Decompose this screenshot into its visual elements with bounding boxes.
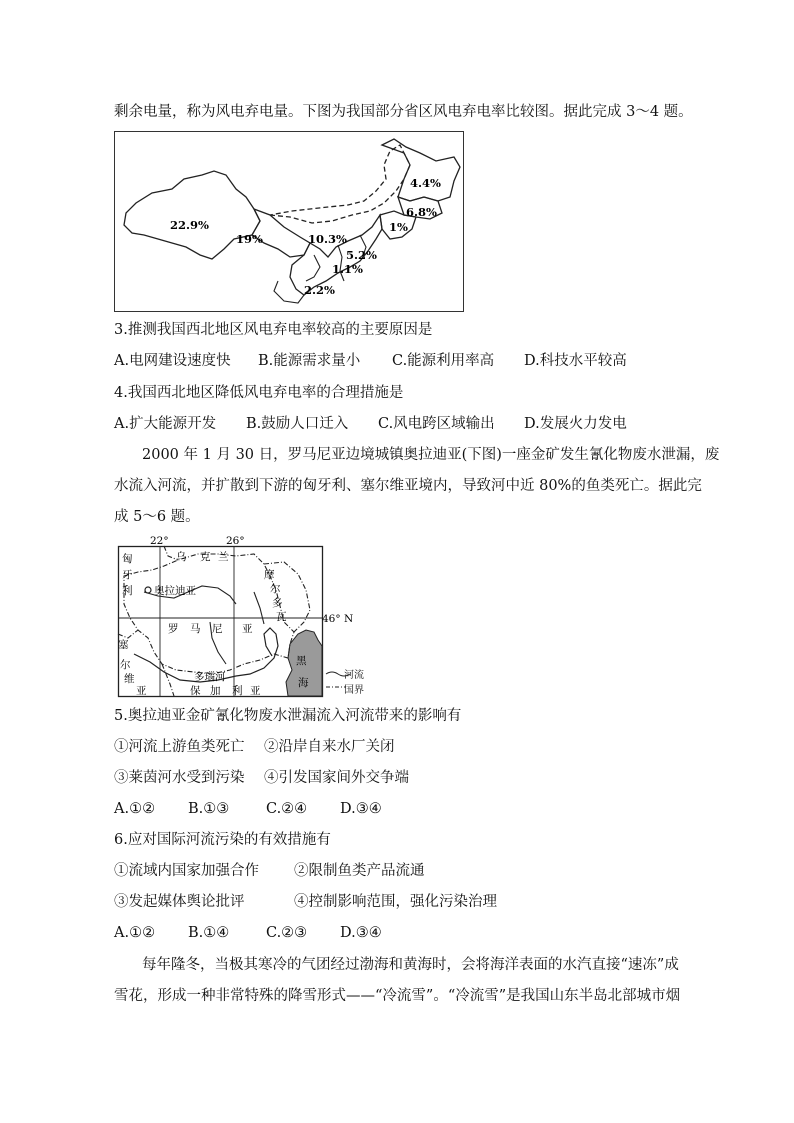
- hungary-label-3: 利: [122, 585, 133, 597]
- ukraine-label-1: 乌: [176, 551, 187, 563]
- hungary-label-2: 牙: [122, 569, 133, 581]
- passage3-line-2: 雪花，形成一种非常特殊的降雪形式——“冷流雪”。“冷流雪”是我国山东半岛北部城市烟: [114, 988, 681, 1004]
- lon-22-label: 22°: [150, 535, 169, 547]
- q5-options: [114, 799, 382, 819]
- q4-stem: 4.我国西北地区降低风电弃电率的合理措施是: [114, 385, 404, 401]
- q5-item-1: ①河流上游鱼类死亡: [114, 739, 245, 755]
- q6-item-2: ②限制鱼类产品流通: [294, 863, 425, 879]
- intro-line: 剩余电量，称为风电弃电量。下图为我国部分省区风电弃电率比较图。据此完成 3～4 题。: [114, 104, 693, 120]
- q5-option-a[interactable]: A.①②: [114, 801, 156, 817]
- map-label-heilongjiang: 4.4%: [410, 176, 441, 190]
- q5-items-row-2: [114, 768, 409, 788]
- q5-stem: 5.奥拉迪亚金矿氰化物废水泄漏流入河流带来的影响有: [114, 708, 462, 724]
- danube-label: 多瑙河: [194, 671, 226, 683]
- bulgaria-label-2: 加: [210, 685, 221, 697]
- moldova-label-4: 瓦: [276, 611, 287, 623]
- bulgaria-label-1: 保: [190, 685, 201, 697]
- map-label-jilin: 6.8%: [406, 205, 437, 219]
- q5-option-c[interactable]: C.②④: [266, 801, 308, 817]
- romania-label-4: 亚: [242, 623, 253, 635]
- serbia-label-1: 塞: [118, 639, 129, 651]
- q5-option-d[interactable]: D.③④: [340, 801, 382, 817]
- q3-option-a[interactable]: A.电网建设速度快: [114, 353, 231, 369]
- q6-option-b[interactable]: B.①④: [188, 925, 230, 941]
- lon-26-label: 26°: [226, 535, 245, 547]
- q4-option-b[interactable]: B.鼓励人口迁入: [246, 416, 349, 432]
- q4-option-d[interactable]: D.发展火力发电: [524, 416, 627, 432]
- map-label-xinjiang: 22.9%: [170, 218, 209, 232]
- hungary-label-1: 匈: [122, 553, 133, 565]
- q3-options: [114, 351, 627, 371]
- ukraine-label-2: 克: [200, 551, 211, 563]
- q6-items-row-1: [114, 861, 425, 881]
- map-label-inner-mongolia: 10.3%: [308, 232, 347, 246]
- q4-options: [114, 414, 627, 434]
- q5-items-row-1: [114, 737, 395, 757]
- map-label-ningxia: 2.2%: [304, 283, 335, 297]
- passage2-line-3: 成 5～6 题。: [114, 509, 200, 525]
- serbia-label-2: 尔: [120, 659, 131, 671]
- romania-label-1: 罗: [168, 623, 179, 635]
- romania-map-figure: [114, 534, 356, 698]
- q4-option-a[interactable]: A.扩大能源开发: [114, 416, 217, 432]
- passage2-line-2: 水流入河流，并扩散到下游的匈牙利、塞尔维亚境内，导致河中近 80%的鱼类死亡。据此完: [114, 478, 702, 494]
- q6-item-3: ③发起媒体舆论批评: [114, 894, 245, 910]
- china-map-figure: [114, 131, 464, 312]
- map-label-gansu: 19%: [236, 232, 263, 246]
- q5-item-3: ③莱茵河水受到污染: [114, 770, 245, 786]
- map-label-liaoning: 1%: [389, 220, 408, 234]
- q6-item-4: ④控制影响范围，强化污染治理: [294, 894, 497, 910]
- moldova-label-2: 尔: [270, 583, 281, 595]
- q6-item-1: ①流域内国家加强合作: [114, 863, 259, 879]
- q5-item-4: ④引发国家间外交争端: [264, 770, 409, 786]
- q6-options: [114, 923, 382, 943]
- ukraine-label-3: 兰: [218, 551, 229, 563]
- passage2-line-1: 2000 年 1 月 30 日，罗马尼亚边境城镇奥拉迪亚(下图)一座金矿发生氰化物废水泄漏，废: [142, 447, 720, 463]
- romania-label-3: 尼: [212, 623, 223, 635]
- q6-stem: 6.应对国际河流污染的有效措施有: [114, 832, 331, 848]
- q3-stem: 3.推测我国西北地区风电弃电率较高的主要原因是: [114, 322, 433, 338]
- q3-option-c[interactable]: C.能源利用率高: [392, 353, 495, 369]
- oradea-label: 奥拉迪亚: [154, 585, 196, 597]
- q6-option-c[interactable]: C.②③: [266, 925, 308, 941]
- romania-label-2: 马: [190, 623, 201, 635]
- q4-option-c[interactable]: C.风电跨区域输出: [378, 416, 495, 432]
- q5-option-b[interactable]: B.①③: [188, 801, 230, 817]
- q6-items-row-2: [114, 892, 497, 912]
- q3-option-b[interactable]: B.能源需求量小: [258, 353, 361, 369]
- q6-option-a[interactable]: A.①②: [114, 925, 156, 941]
- oradea-city-icon: [145, 587, 151, 593]
- legend-border-label: 国界: [344, 685, 364, 696]
- legend-river-label: 河流: [344, 670, 364, 681]
- q5-item-2: ②沿岸自来水厂关闭: [264, 739, 395, 755]
- serbia-label-3: 维: [124, 673, 135, 685]
- passage3-line-1: 每年隆冬，当极其寒冷的气团经过渤海和黄海时，会将海洋表面的水汽直接“速冻”成: [142, 957, 679, 973]
- bulgaria-label-4: 亚: [250, 685, 261, 697]
- bulgaria-label-3: 利: [232, 685, 243, 697]
- q6-option-d[interactable]: D.③④: [340, 925, 382, 941]
- blacksea-label-1: 黑: [296, 655, 307, 667]
- map-label-shanxi: 1.1%: [332, 262, 363, 276]
- lat-46-label: 46° N: [322, 613, 354, 625]
- map-label-hebei: 5.2%: [346, 248, 377, 262]
- moldova-label-1: 摩: [264, 569, 275, 581]
- serbia-label-4: 亚: [136, 685, 147, 697]
- blacksea-label-2: 海: [298, 677, 309, 689]
- moldova-label-3: 多: [272, 597, 283, 609]
- q3-option-d[interactable]: D.科技水平较高: [524, 353, 627, 369]
